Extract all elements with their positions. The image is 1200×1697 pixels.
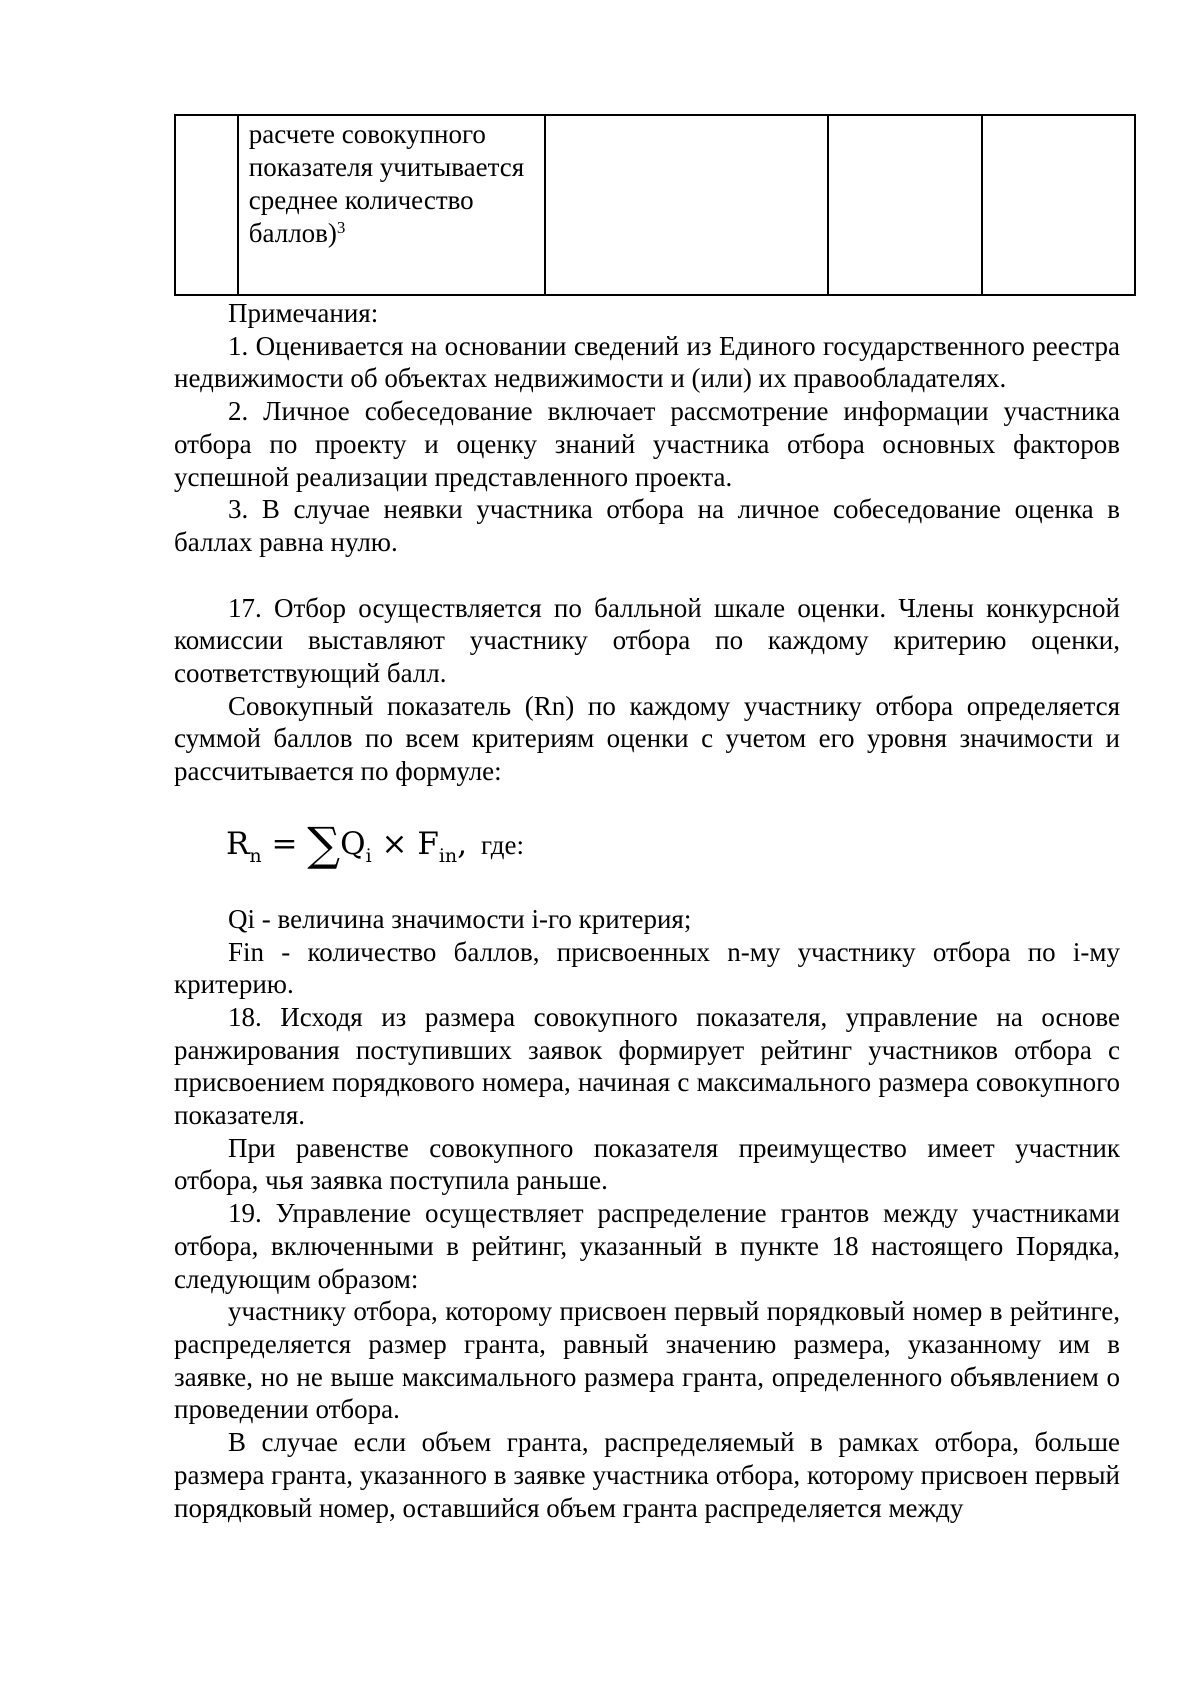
formula [174, 788, 1120, 903]
table-cell-number [175, 115, 238, 295]
table-cell-criterion [238, 115, 545, 295]
paragraph-17-formula-intro: Совокупный показатель (Rn) по каждому участнику отбора определяется суммой баллов по всем критериям оценки с учетом его уровня значимости и рассчитывается по формуле: [174, 690, 1120, 787]
table-cell-empty [982, 115, 1135, 295]
note-2: 2. Личное собеседование включает рассмотрение информации участника отбора по проекту и оценку знаний участника отбора основных факторов успешной реализации представленного проекта. [174, 396, 1120, 492]
paragraph-18-tie: При равенстве совокупного показателя преимущество имеет участник отбора, чья заявка поступила раньше. [174, 1132, 1120, 1196]
formula-expression: $R_n = \sum Q_i \times F_{in}$, где: [226, 816, 524, 871]
note-1: 1. Оценивается на основании сведений из Единого государственного реестра недвижимости об объектах недвижимости и (или) их правообладателях. [174, 330, 1120, 394]
formula-where: где: [481, 829, 524, 860]
body-text [174, 297, 1120, 1524]
paragraph-18: 18. Исходя из размера совокупного показателя, управление на основе ранжирования поступивших заявок формирует рейтинг участников отбора с присвоением порядкового номера, начиная с максимального размера совокупного показателя. [174, 1001, 1120, 1131]
table-cell-empty [828, 115, 982, 295]
footnote-mark: 3 [336, 218, 346, 237]
table-row [175, 115, 1135, 295]
paragraph-19-first: участнику отбора, которому присвоен первый порядковый номер в рейтинге, распределяется размер гранта, равный значению размера, указанному им в заявке, но не выше максимального размера гранта, определенного объявлением о проведении отбора. [174, 1296, 1120, 1425]
paragraph-17: 17. Отбор осуществляется по балльной шкале оценки. Члены конкурсной комиссии выставляют участнику отбора по каждому критерию оценки, соответствующий балл. [174, 592, 1120, 689]
criterion-text: расчете совокупного показателя учитывается среднее количество баллов) [248, 119, 525, 248]
paragraph-19: 19. Управление осуществляет распределение грантов между участниками отбора, включенными в рейтинг, указанный в пункте 18 настоящего Порядка, следующим образом: [174, 1198, 1120, 1294]
table-cell-empty [545, 115, 828, 295]
notes-title: Примечания: [228, 298, 379, 328]
definition-fin: Fin - количество баллов, присвоенных n-му участнику отбора по i-му критерию. [174, 936, 1120, 1000]
note-3: 3. В случае неявки участника отбора на личное собеседование оценка в баллах равна нулю. [174, 494, 1120, 557]
definition-qi: Qi - величина значимости i-го критерия; [228, 903, 692, 934]
paragraph-19-remaining: В случае если объем гранта, распределяемый в рамках отбора, больше размера гранта, указанного в заявке участника отбора, которому присвоен первый порядковый номер, оставшийся объем гранта распределяется между [174, 1427, 1120, 1523]
criteria-table [174, 114, 1136, 296]
